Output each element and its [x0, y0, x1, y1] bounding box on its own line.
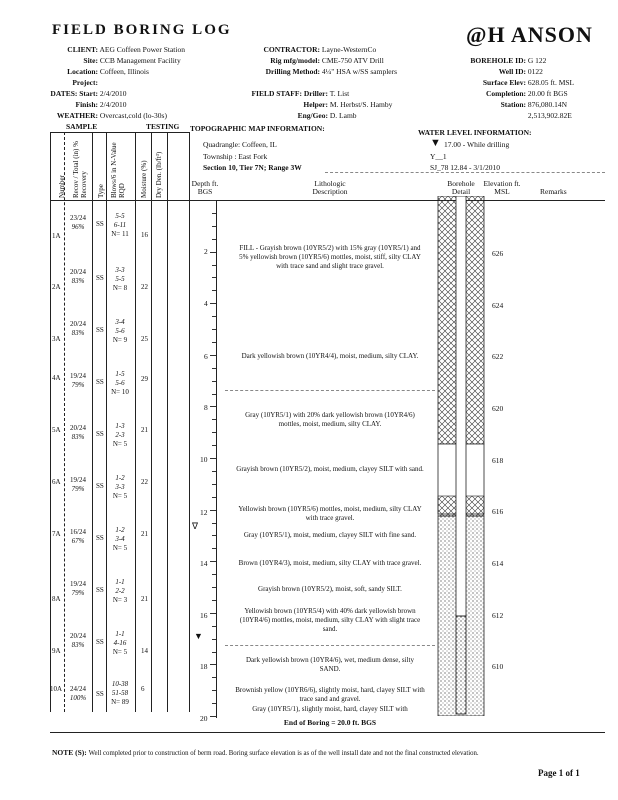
depth-tick [212, 277, 216, 278]
start-date-row: DATES: Start: 2/4/2010 [50, 89, 127, 98]
depth-tick [212, 445, 216, 446]
col-blows: Blows/6 in N-Value RQD [110, 142, 126, 198]
litho-layer: Grayish brown (10YR5/2), moist, soft, sandy SILT. [258, 585, 402, 593]
layer-divider [225, 645, 435, 646]
litho-layer: Yellowish brown (10YR5/6) mottles, moist, medium, silty CLAY with trace gravel. [238, 505, 422, 522]
layer-divider [225, 390, 435, 391]
quadrangle-text: Quadrangle: Coffeen, IL [203, 140, 277, 149]
depth-tick [212, 316, 216, 317]
station-e-row: 2,513,902.82E [527, 111, 572, 120]
depth-tick [212, 265, 216, 266]
col-elevation: Elevation ft. MSL [483, 179, 521, 196]
colheader-bottom-rule [50, 200, 605, 201]
site-row: Site: CCB Management Facility [83, 56, 181, 65]
depth-tick [212, 419, 216, 420]
depth-tick-label: 18 [200, 662, 208, 671]
depth-tick-label: 16 [200, 611, 208, 620]
depth-tick [212, 626, 216, 627]
depth-tick [210, 561, 216, 562]
elevation-label: 622 [492, 352, 504, 361]
col-depth: Depth ft. BGS [191, 179, 219, 196]
water-line-3: SJ_78 12.84 - 3/1/2010 [430, 163, 501, 172]
weather-row: WEATHER: Overcast,cold (lo-30s) [56, 111, 167, 120]
borehole-id-row: BOREHOLE ID: G 122 [470, 56, 547, 65]
depth-tick [212, 432, 216, 433]
water-line-2: Y__1 [430, 152, 447, 161]
col-dryden: Dry Den. (lb/ft³) [155, 151, 163, 198]
depth-tick [210, 200, 216, 201]
depth-tick-label: 4 [204, 299, 208, 308]
depth-tick [212, 239, 216, 240]
depth-tick [212, 535, 216, 536]
topo-divider [325, 172, 605, 173]
depth-tick-label: 6 [204, 352, 208, 361]
depth-tick [212, 677, 216, 678]
page-number: Page 1 of 1 [538, 768, 580, 778]
helper-row: Helper: M. Herbst/S. Hamby [303, 100, 393, 109]
enggeo-row: Eng/Geo: D. Lamb [297, 111, 357, 120]
depth-tick [212, 574, 216, 575]
water-header: WATER LEVEL INFORMATION: [418, 128, 532, 137]
water-level-marker-icon: ▼ [194, 631, 203, 641]
project-row: Project: [72, 78, 98, 87]
depth-tick [212, 368, 216, 369]
notes [52, 748, 479, 757]
depth-tick [212, 639, 216, 640]
sample-row: 4A 19/24 79% SS 1-5 5-6 N= 10 29 [52, 370, 148, 396]
depth-tick [210, 303, 216, 304]
client-row: CLIENT: AEG Coffeen Power Station [67, 45, 185, 54]
depth-tick [212, 497, 216, 498]
depth-tick [212, 290, 216, 291]
col-number: Number [58, 175, 66, 198]
depth-tick [210, 458, 216, 459]
depth-tick [212, 523, 216, 524]
col-borehole: Borehole Detail [447, 179, 475, 196]
litho-layer: Dark yellowish brown (10YR4/4), moist, medium, silty CLAY. [241, 352, 419, 360]
township-text: Township : East Fork [203, 152, 268, 161]
sample-header: SAMPLE [66, 122, 98, 131]
depth-tick-label: 2 [204, 247, 208, 256]
depth-tick [210, 252, 216, 253]
sample-row: 3A 20/24 83% SS 3-4 5-6 N= 9 25 [52, 318, 148, 344]
station-row: Station: 876,080.14N [500, 100, 568, 109]
water-line-1: 17.00 - While drilling [444, 140, 510, 149]
sample-row: 6A 19/24 79% SS 1-2 3-3 N= 5 22 [52, 474, 148, 500]
company-logo-text: @H ANSON [466, 22, 593, 47]
depth-tick [210, 716, 216, 717]
depth-tick [212, 329, 216, 330]
note-label: NOTE (S): [52, 748, 87, 757]
depth-tick-label: 14 [200, 559, 208, 568]
col-moisture: Moisture (%) [140, 160, 148, 198]
col-type: Type [97, 184, 105, 198]
sample-row: 7A 16/24 67% SS 1-2 3-4 N= 5 21 [52, 526, 148, 552]
elevation-label: 616 [492, 507, 504, 516]
elevation-label: 614 [492, 559, 504, 568]
depth-axis [216, 200, 217, 718]
elevation-label: 618 [492, 456, 504, 465]
litho-layer: Dark yellowish brown (10YR4/6), wet, medium dense, silty SAND. [246, 656, 414, 673]
depth-tick-label: 12 [200, 508, 208, 517]
table-bottom-rule [50, 732, 605, 733]
col-litho: Lithologic Description [312, 179, 348, 196]
depth-tick [212, 703, 216, 704]
testing-header: TESTING [146, 122, 180, 131]
depth-tick [212, 548, 216, 549]
depth-tick [210, 664, 216, 665]
header-top-rule [50, 132, 190, 133]
depth-tick-label: 20 [200, 714, 208, 723]
depth-tick [212, 342, 216, 343]
litho-layer: Gray (10YR5/1), slightly moist, hard, clayey SILT with [252, 705, 408, 713]
col-remarks: Remarks [540, 187, 567, 196]
well-id-row: Well ID: 0122 [498, 67, 543, 76]
note-text: Well completed prior to construction of berm road. Boring surface elevation is as of the well install date and not the final constructed elevation. [88, 750, 479, 757]
surface-elev-row: Surface Elev: 628.05 ft. MSL [482, 78, 575, 87]
litho-layer: Gray (10YR5/1) with 20% dark yellowish brown (10YR4/6) mottles, moist, medium, silty CLAY. [245, 411, 415, 428]
water-level-marker-icon-2: ∇ [192, 521, 199, 531]
depth-tick [210, 355, 216, 356]
topo-header: TOPOGRAPHIC MAP INFORMATION: [190, 124, 325, 133]
elevation-label: 620 [492, 404, 504, 413]
driller-row: FIELD STAFF: Driller: T. List [251, 89, 350, 98]
depth-tick [212, 484, 216, 485]
section-text: Section 10, Tier 7N; Range 3W [203, 163, 302, 172]
location-row: Location: Coffeen, Illinois [67, 67, 149, 76]
depth-tick [212, 471, 216, 472]
sample-row: 2A 20/24 83% SS 3-3 5-5 N= 8 22 [52, 266, 148, 292]
depth-tick [210, 510, 216, 511]
depth-tick [210, 613, 216, 614]
depth-tick [212, 690, 216, 691]
completion-row: Completion: 20.00 ft BGS [486, 89, 568, 98]
depth-tick [210, 406, 216, 407]
depth-tick [212, 213, 216, 214]
litho-layer: Brownish yellow (10YR6/6), slightly moist, hard, clayey SILT with trace sand and gravel. [235, 686, 425, 703]
rig-row: Rig mfg/model: CME-750 ATV Drill [270, 56, 384, 65]
borehole-detail [436, 196, 486, 716]
col-recov: Recov / Total (in) % Recovery [72, 141, 88, 198]
method-row: Drilling Method: 4¼" HSA w/SS samplers [265, 67, 398, 76]
depth-tick-label: 10 [200, 455, 208, 464]
litho-layer: Grayish brown (10YR5/2), moist, medium, clayey SILT with sand. [236, 465, 424, 473]
litho-layer: Gray (10YR5/1), moist, medium, clayey SILT with fine sand. [243, 531, 417, 539]
depth-tick [212, 652, 216, 653]
elevation-label: 624 [492, 301, 504, 310]
sample-row: 5A 20/24 83% SS 1-3 2-3 N= 5 21 [52, 422, 148, 448]
depth-tick [212, 587, 216, 588]
elevation-label: 610 [492, 662, 504, 671]
depth-tick [212, 226, 216, 227]
finish-date-row: Finish: 2/4/2010 [75, 100, 127, 109]
depth-tick [212, 394, 216, 395]
litho-layer: Brown (10YR4/3), moist, medium, silty CLAY with trace gravel. [238, 559, 422, 567]
contractor-row: CONTRACTOR: Layne-WesternCo [263, 45, 377, 54]
sample-row: 10A 24/24 100% SS 10-38 51-58 N= 89 6 [50, 680, 145, 706]
water-level-icon: ▼ [430, 137, 441, 149]
depth-tick-label: 8 [204, 403, 208, 412]
elevation-label: 626 [492, 249, 504, 258]
sample-row: 1A 23/24 96% SS 5-5 6-11 N= 11 16 [52, 212, 148, 240]
sample-row: 8A 19/24 79% SS 1-1 2-2 N= 3 21 [52, 578, 148, 604]
depth-tick [212, 381, 216, 382]
elevation-label: 612 [492, 611, 504, 620]
sample-row: 9A 20/24 83% SS 1-1 4-16 N= 5 14 [52, 630, 148, 656]
litho-layer: FILL - Grayish brown (10YR5/2) with 15% gray (10YR5/1) and 5% yellowish brown (10YR5/6) mottles, moist, stiff, silty CLAY with trace sand and slight trace gravel. [239, 244, 421, 270]
page-title: FIELD BORING LOG [52, 22, 232, 38]
depth-tick [212, 600, 216, 601]
end-of-boring: End of Boring = 20.0 ft. BGS [283, 718, 377, 727]
litho-layer: Yellowish brown (10YR5/4) with 40% dark yellowish brown (10YR4/6) mottles, moist, medium, silty CLAY with slight trace sand. [239, 607, 421, 633]
